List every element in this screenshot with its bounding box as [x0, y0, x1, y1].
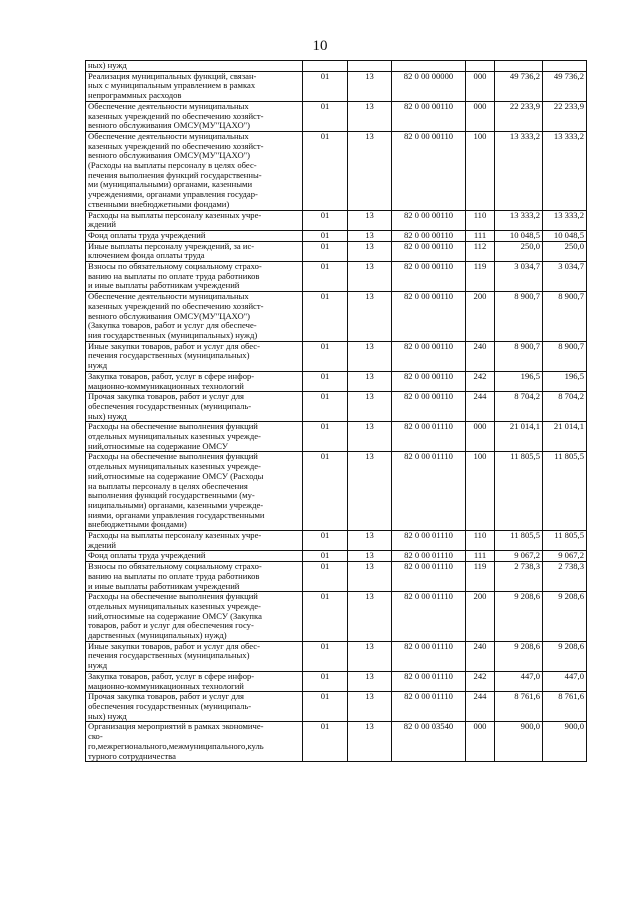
row-name-cell: Иные закупки товаров, работ и услуг для обес- печения государственных (муниципальных) нужд	[86, 341, 303, 371]
target-article-code-cell: 82 0 00 00110	[392, 371, 466, 391]
amount-cell: 3 034,7	[495, 262, 543, 292]
section-code-cell: 01	[303, 531, 348, 551]
amount-cell: 8 761,6	[543, 692, 587, 722]
amount-cell: 2 738,3	[495, 562, 543, 592]
target-article-code-cell	[392, 61, 466, 72]
section-code-cell	[303, 61, 348, 72]
row-name-cell: Прочая закупка товаров, работ и услуг для обеспечения государственных (муниципаль- ных) нужд	[86, 392, 303, 422]
table-row	[86, 371, 587, 391]
table-row	[86, 292, 587, 342]
amount-cell: 11 805,5	[543, 531, 587, 551]
table-row	[86, 241, 587, 261]
target-article-code-cell: 82 0 00 01110	[392, 452, 466, 531]
amount-cell: 3 034,7	[543, 262, 587, 292]
row-name-cell: Расходы на обеспечение выполнения функций отдельных муниципальных казенных учрежде- ний,относимые на содержание ОМСУ (Закупка товаров, работ и услуг для обеспечения госу- дарственных (муниципальных) нужд)	[86, 592, 303, 642]
page-number: 10	[312, 38, 328, 54]
subsection-code-cell: 13	[348, 101, 392, 131]
expense-type-code-cell: 100	[466, 452, 495, 531]
amount-cell: 22 233,9	[543, 101, 587, 131]
target-article-code-cell: 82 0 00 00110	[392, 101, 466, 131]
amount-cell: 11 805,5	[495, 531, 543, 551]
table-row	[86, 101, 587, 131]
table-row	[86, 562, 587, 592]
amount-cell: 13 333,2	[495, 210, 543, 230]
expense-type-code-cell: 244	[466, 692, 495, 722]
row-name-cell: Взносы по обязательному социальному страхо- ванию на выплаты по оплате труда работников и иные выплаты работникам учреждений	[86, 262, 303, 292]
table-row	[86, 452, 587, 531]
subsection-code-cell: 13	[348, 592, 392, 642]
amount-cell: 13 333,2	[495, 131, 543, 210]
section-code-cell: 01	[303, 371, 348, 391]
expense-type-code-cell: 110	[466, 531, 495, 551]
section-code-cell: 01	[303, 551, 348, 562]
subsection-code-cell: 13	[348, 562, 392, 592]
subsection-code-cell: 13	[348, 671, 392, 691]
subsection-code-cell: 13	[348, 531, 392, 551]
expense-type-code-cell: 112	[466, 241, 495, 261]
section-code-cell: 01	[303, 262, 348, 292]
amount-cell: 9 067,2	[543, 551, 587, 562]
expense-type-code-cell: 000	[466, 722, 495, 762]
subsection-code-cell: 13	[348, 392, 392, 422]
amount-cell: 21 014,1	[543, 422, 587, 452]
target-article-code-cell: 82 0 00 01110	[392, 551, 466, 562]
section-code-cell: 01	[303, 292, 348, 342]
section-code-cell: 01	[303, 722, 348, 762]
subsection-code-cell: 13	[348, 230, 392, 241]
section-code-cell: 01	[303, 692, 348, 722]
subsection-code-cell: 13	[348, 210, 392, 230]
row-name-cell: Организация мероприятий в рамках экономиче- ско- го,межрегионального,межмуниципального,куль турного сотрудничества	[86, 722, 303, 762]
amount-cell: 8 900,7	[543, 292, 587, 342]
section-code-cell: 01	[303, 452, 348, 531]
amount-cell: 8 900,7	[495, 341, 543, 371]
section-code-cell: 01	[303, 671, 348, 691]
section-code-cell: 01	[303, 641, 348, 671]
subsection-code-cell: 13	[348, 292, 392, 342]
amount-cell: 447,0	[495, 671, 543, 691]
table-row	[86, 61, 587, 72]
section-code-cell: 01	[303, 210, 348, 230]
table-row	[86, 422, 587, 452]
table-row	[86, 641, 587, 671]
amount-cell: 9 208,6	[543, 641, 587, 671]
amount-cell: 9 067,2	[495, 551, 543, 562]
table-row	[86, 230, 587, 241]
amount-cell: 9 208,6	[495, 592, 543, 642]
amount-cell: 21 014,1	[495, 422, 543, 452]
amount-cell: 11 805,5	[495, 452, 543, 531]
target-article-code-cell: 82 0 00 01110	[392, 592, 466, 642]
row-name-cell: ных) нужд	[86, 61, 303, 72]
amount-cell: 8 761,6	[495, 692, 543, 722]
row-name-cell: Закупка товаров, работ, услуг в сфере инфор- мационно-коммуникационных технологий	[86, 671, 303, 691]
expense-type-code-cell: 242	[466, 671, 495, 691]
table-row	[86, 341, 587, 371]
subsection-code-cell	[348, 61, 392, 72]
subsection-code-cell: 13	[348, 341, 392, 371]
expense-type-code-cell: 244	[466, 392, 495, 422]
amount-cell: 447,0	[543, 671, 587, 691]
subsection-code-cell: 13	[348, 641, 392, 671]
table-row	[86, 551, 587, 562]
row-name-cell: Обеспечение деятельности муниципальных казенных учреждений по обеспечению хозяйст- венного обслуживания ОМСУ(МУ"ЦАХО") (Расходы на выплаты персоналу в целях обес- печения выполнения функций государственны- ми (муниципальными) органами, казенными учреждениями, органами управления государ- ственными внебюджетными фондами)	[86, 131, 303, 210]
amount-cell: 8 704,2	[543, 392, 587, 422]
expense-type-code-cell: 240	[466, 641, 495, 671]
target-article-code-cell: 82 0 00 00000	[392, 71, 466, 101]
expense-type-code-cell: 100	[466, 131, 495, 210]
section-code-cell: 01	[303, 230, 348, 241]
section-code-cell: 01	[303, 131, 348, 210]
section-code-cell: 01	[303, 71, 348, 101]
table-row	[86, 262, 587, 292]
row-name-cell: Расходы на обеспечение выполнения функций отдельных муниципальных казенных учрежде- ний,относимые на содержание ОМСУ	[86, 422, 303, 452]
amount-cell: 11 805,5	[543, 452, 587, 531]
subsection-code-cell: 13	[348, 131, 392, 210]
target-article-code-cell: 82 0 00 01110	[392, 562, 466, 592]
amount-cell: 2 738,3	[543, 562, 587, 592]
amount-cell: 900,0	[495, 722, 543, 762]
row-name-cell: Иные выплаты персоналу учреждений, за ис- ключением фонда оплаты труда	[86, 241, 303, 261]
target-article-code-cell: 82 0 00 00110	[392, 341, 466, 371]
expense-type-code-cell: 110	[466, 210, 495, 230]
expense-type-code-cell: 242	[466, 371, 495, 391]
expense-type-code-cell: 000	[466, 422, 495, 452]
amount-cell: 10 048,5	[495, 230, 543, 241]
subsection-code-cell: 13	[348, 262, 392, 292]
expense-type-code-cell: 119	[466, 262, 495, 292]
amount-cell: 49 736,2	[495, 71, 543, 101]
amount-cell	[543, 61, 587, 72]
row-name-cell: Взносы по обязательному социальному страхо- ванию на выплаты по оплате труда работников и иные выплаты работникам учреждений	[86, 562, 303, 592]
table-row	[86, 671, 587, 691]
target-article-code-cell: 82 0 00 00110	[392, 131, 466, 210]
row-name-cell: Реализация муниципальных функций, связан- ных с муниципальным управлением в рамках непрограммных расходов	[86, 71, 303, 101]
section-code-cell: 01	[303, 592, 348, 642]
expense-type-code-cell: 119	[466, 562, 495, 592]
row-name-cell: Фонд оплаты труда учреждений	[86, 551, 303, 562]
row-name-cell: Обеспечение деятельности муниципальных казенных учреждений по обеспечению хозяйст- венного обслуживания ОМСУ(МУ"ЦАХО") (Закупка товаров, работ и услуг для обеспече- ния государственных (муниципальных) нужд)	[86, 292, 303, 342]
section-code-cell: 01	[303, 422, 348, 452]
target-article-code-cell: 82 0 00 01110	[392, 422, 466, 452]
amount-cell: 22 233,9	[495, 101, 543, 131]
row-name-cell: Фонд оплаты труда учреждений	[86, 230, 303, 241]
expense-type-code-cell: 111	[466, 230, 495, 241]
expense-type-code-cell: 240	[466, 341, 495, 371]
subsection-code-cell: 13	[348, 241, 392, 261]
table-row	[86, 592, 587, 642]
amount-cell: 9 208,6	[543, 592, 587, 642]
target-article-code-cell: 82 0 00 00110	[392, 230, 466, 241]
expense-type-code-cell: 111	[466, 551, 495, 562]
table-row	[86, 531, 587, 551]
table-row	[86, 210, 587, 230]
amount-cell: 8 900,7	[495, 292, 543, 342]
amount-cell: 49 736,2	[543, 71, 587, 101]
row-name-cell: Иные закупки товаров, работ и услуг для обес- печения государственных (муниципальных) нужд	[86, 641, 303, 671]
subsection-code-cell: 13	[348, 371, 392, 391]
section-code-cell: 01	[303, 101, 348, 131]
table-row	[86, 131, 587, 210]
amount-cell: 13 333,2	[543, 210, 587, 230]
amount-cell: 196,5	[543, 371, 587, 391]
target-article-code-cell: 82 0 00 00110	[392, 292, 466, 342]
expense-type-code-cell: 200	[466, 592, 495, 642]
target-article-code-cell: 82 0 00 00110	[392, 392, 466, 422]
amount-cell: 8 704,2	[495, 392, 543, 422]
expense-type-code-cell	[466, 61, 495, 72]
amount-cell: 10 048,5	[543, 230, 587, 241]
row-name-cell: Расходы на выплаты персоналу казенных учре- ждений	[86, 210, 303, 230]
expense-type-code-cell: 000	[466, 101, 495, 131]
target-article-code-cell: 82 0 00 01110	[392, 531, 466, 551]
row-name-cell: Закупка товаров, работ, услуг в сфере инфор- мационно-коммуникационных технологий	[86, 371, 303, 391]
expense-type-code-cell: 200	[466, 292, 495, 342]
target-article-code-cell: 82 0 00 00110	[392, 262, 466, 292]
target-article-code-cell: 82 0 00 01110	[392, 692, 466, 722]
amount-cell: 196,5	[495, 371, 543, 391]
expense-type-code-cell: 000	[466, 71, 495, 101]
subsection-code-cell: 13	[348, 452, 392, 531]
amount-cell: 13 333,2	[543, 131, 587, 210]
target-article-code-cell: 82 0 00 01110	[392, 671, 466, 691]
amount-cell: 250,0	[495, 241, 543, 261]
subsection-code-cell: 13	[348, 71, 392, 101]
section-code-cell: 01	[303, 392, 348, 422]
amount-cell: 9 208,6	[495, 641, 543, 671]
amount-cell	[495, 61, 543, 72]
target-article-code-cell: 82 0 00 00110	[392, 210, 466, 230]
subsection-code-cell: 13	[348, 722, 392, 762]
row-name-cell: Обеспечение деятельности муниципальных казенных учреждений по обеспечению хозяйст- венного обслуживания ОМСУ(МУ"ЦАХО")	[86, 101, 303, 131]
budget-table	[85, 60, 587, 762]
target-article-code-cell: 82 0 00 00110	[392, 241, 466, 261]
table-row	[86, 692, 587, 722]
subsection-code-cell: 13	[348, 692, 392, 722]
section-code-cell: 01	[303, 562, 348, 592]
row-name-cell: Расходы на обеспечение выполнения функций отдельных муниципальных казенных учрежде- ний,относимые на содержание ОМСУ (Расходы на выплаты персоналу в целях обеспечения выполнения функций государственными (му- ниципальными) органами, казенными учрежде- ниями, органами управления государственными внебюджетными фондами)	[86, 452, 303, 531]
target-article-code-cell: 82 0 00 03540	[392, 722, 466, 762]
section-code-cell: 01	[303, 341, 348, 371]
table-row	[86, 722, 587, 762]
subsection-code-cell: 13	[348, 422, 392, 452]
table-row	[86, 392, 587, 422]
subsection-code-cell: 13	[348, 551, 392, 562]
table-row	[86, 71, 587, 101]
amount-cell: 900,0	[543, 722, 587, 762]
amount-cell: 8 900,7	[543, 341, 587, 371]
section-code-cell: 01	[303, 241, 348, 261]
row-name-cell: Прочая закупка товаров, работ и услуг для обеспечения государственных (муниципаль- ных) нужд	[86, 692, 303, 722]
row-name-cell: Расходы на выплаты персоналу казенных учре- ждений	[86, 531, 303, 551]
amount-cell: 250,0	[543, 241, 587, 261]
target-article-code-cell: 82 0 00 01110	[392, 641, 466, 671]
